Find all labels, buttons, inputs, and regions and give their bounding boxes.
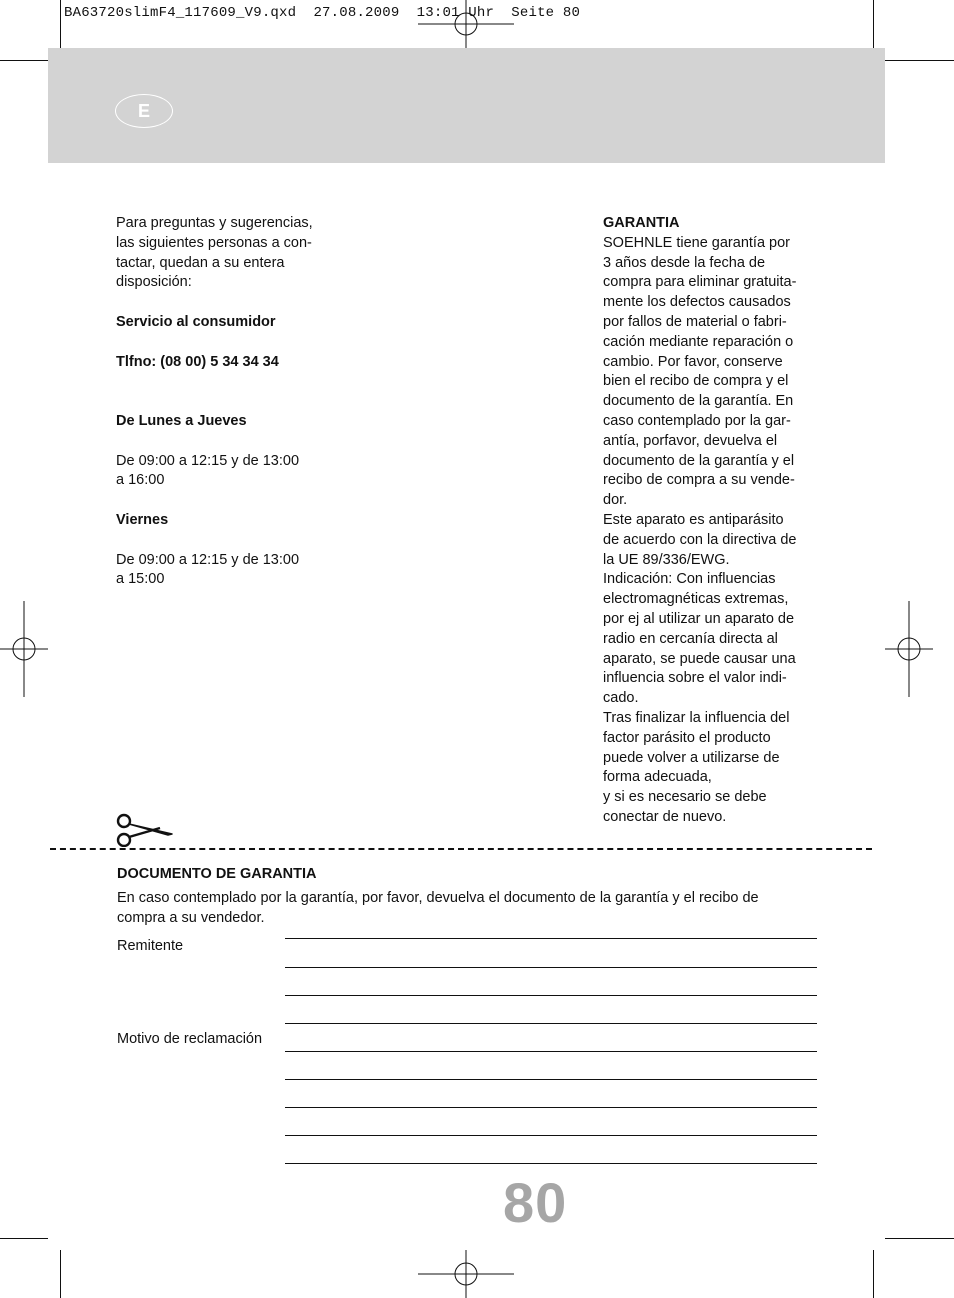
guarantee-line: y si es necesario se debe [603, 789, 767, 806]
guarantee-text [603, 234, 853, 828]
form-text-line: compra a su vendedor. [117, 909, 265, 926]
friday-hours-line: De 09:00 a 12:15 y de 13:00 [116, 551, 300, 568]
sender-label: Remitente [117, 938, 184, 954]
guarantee-line: aparato, se puede causar una [603, 650, 796, 667]
guarantee-line: la UE 89/336/EWG. [603, 551, 730, 568]
contact-intro-line: Para preguntas y sugerencias, [116, 215, 313, 231]
form-title: DOCUMENTO DE GARANTIA [117, 866, 317, 882]
registration-mark-icon [0, 601, 48, 697]
weekdays-title: De Lunes a Jueves [116, 412, 247, 429]
phone-number: Tlfno: (08 00) 5 34 34 34 [116, 353, 279, 370]
sender-field-line[interactable] [285, 1023, 817, 1024]
contact-intro-line: tactar, quedan a su entera [116, 254, 285, 271]
guarantee-line: influencia sobre el valor indi- [603, 670, 787, 687]
reason-field-line[interactable] [285, 1163, 817, 1164]
friday-title: Viernes [116, 511, 169, 528]
page-number: 80 [503, 1171, 568, 1234]
language-badge: E [115, 94, 173, 128]
guarantee-line: 3 años desde la fecha de [603, 254, 766, 271]
guarantee-line: SOEHNLE tiene garantía por [603, 234, 790, 251]
contact-column [116, 214, 356, 590]
crop-mark [885, 1238, 954, 1239]
guarantee-line: dor. [603, 492, 628, 509]
crop-mark [60, 0, 61, 48]
guarantee-column [603, 214, 853, 828]
warranty-form [117, 865, 817, 928]
guarantee-line: forma adecuada, [603, 769, 712, 786]
sender-field-line[interactable] [285, 938, 817, 939]
print-slug: BA63720slimF4_117609_V9.qxd 27.08.2009 13:01 Uhr Seite 80 [64, 5, 581, 21]
guarantee-line: mente los defectos causados [603, 294, 791, 311]
guarantee-line: caso contemplado por la gar- [603, 412, 791, 429]
header-band [48, 48, 885, 163]
guarantee-line: por ej al utilizar un aparato de [603, 610, 795, 627]
reason-label: Motivo de reclamación [117, 1031, 263, 1047]
guarantee-line: compra para eliminar gratuita- [603, 274, 797, 291]
guarantee-line: documento de la garantía. En [603, 393, 794, 410]
guarantee-line: cado. [603, 690, 639, 707]
reason-field-line[interactable] [285, 1051, 817, 1052]
guarantee-line: radio en cercanía directa al [603, 630, 778, 647]
sender-field-line[interactable] [285, 967, 817, 968]
guarantee-line: antía, porfavor, devuelva el [603, 432, 778, 449]
registration-mark-icon [418, 1250, 514, 1298]
weekdays-hours-line: a 16:00 [116, 472, 165, 489]
crop-mark [60, 1250, 61, 1298]
reason-field-line[interactable] [285, 1079, 817, 1080]
sender-field-line[interactable] [285, 995, 817, 996]
guarantee-line: bien el recibo de compra y el [603, 373, 789, 390]
guarantee-line: puede volver a utilizarse de [603, 749, 780, 766]
guarantee-line: documento de la garantía y el [603, 452, 795, 469]
scissors-icon [116, 813, 174, 847]
crop-mark [0, 1238, 48, 1239]
guarantee-line: Tras finalizar la influencia del [603, 709, 790, 726]
guarantee-line: cambio. Por favor, conserve [603, 353, 783, 370]
form-text-line: En caso contemplado por la garantía, por favor, devuelva el documento de la garantía y el recibo de [117, 889, 759, 906]
guarantee-line: electromagnéticas extremas, [603, 591, 789, 608]
cut-line [50, 848, 872, 850]
guarantee-line: factor parásito el producto [603, 729, 771, 746]
contact-intro-line: disposición: [116, 274, 192, 291]
weekdays-hours-line: De 09:00 a 12:15 y de 13:00 [116, 452, 300, 469]
service-title: Servicio al consumidor [116, 313, 276, 330]
guarantee-title: GARANTIA [603, 215, 680, 231]
reason-field-line[interactable] [285, 1107, 817, 1108]
reason-field-line[interactable] [285, 1135, 817, 1136]
contact-intro-line: las siguientes personas a con- [116, 234, 312, 251]
registration-mark-icon [418, 0, 514, 48]
crop-mark [873, 0, 874, 48]
crop-mark [873, 1250, 874, 1298]
guarantee-line: cación mediante reparación o [603, 333, 794, 350]
crop-mark [885, 60, 954, 61]
friday-hours-line: a 15:00 [116, 571, 165, 588]
registration-mark-icon [885, 601, 933, 697]
crop-mark [0, 60, 48, 61]
guarantee-line: recibo de compra a su vende- [603, 472, 795, 489]
guarantee-line: Este aparato es antiparásito [603, 511, 784, 528]
guarantee-line: por fallos de material o fabri- [603, 313, 787, 330]
guarantee-line: Indicación: Con influencias [603, 571, 776, 588]
guarantee-line: de acuerdo con la directiva de [603, 531, 797, 548]
guarantee-line: conectar de nuevo. [603, 808, 727, 825]
